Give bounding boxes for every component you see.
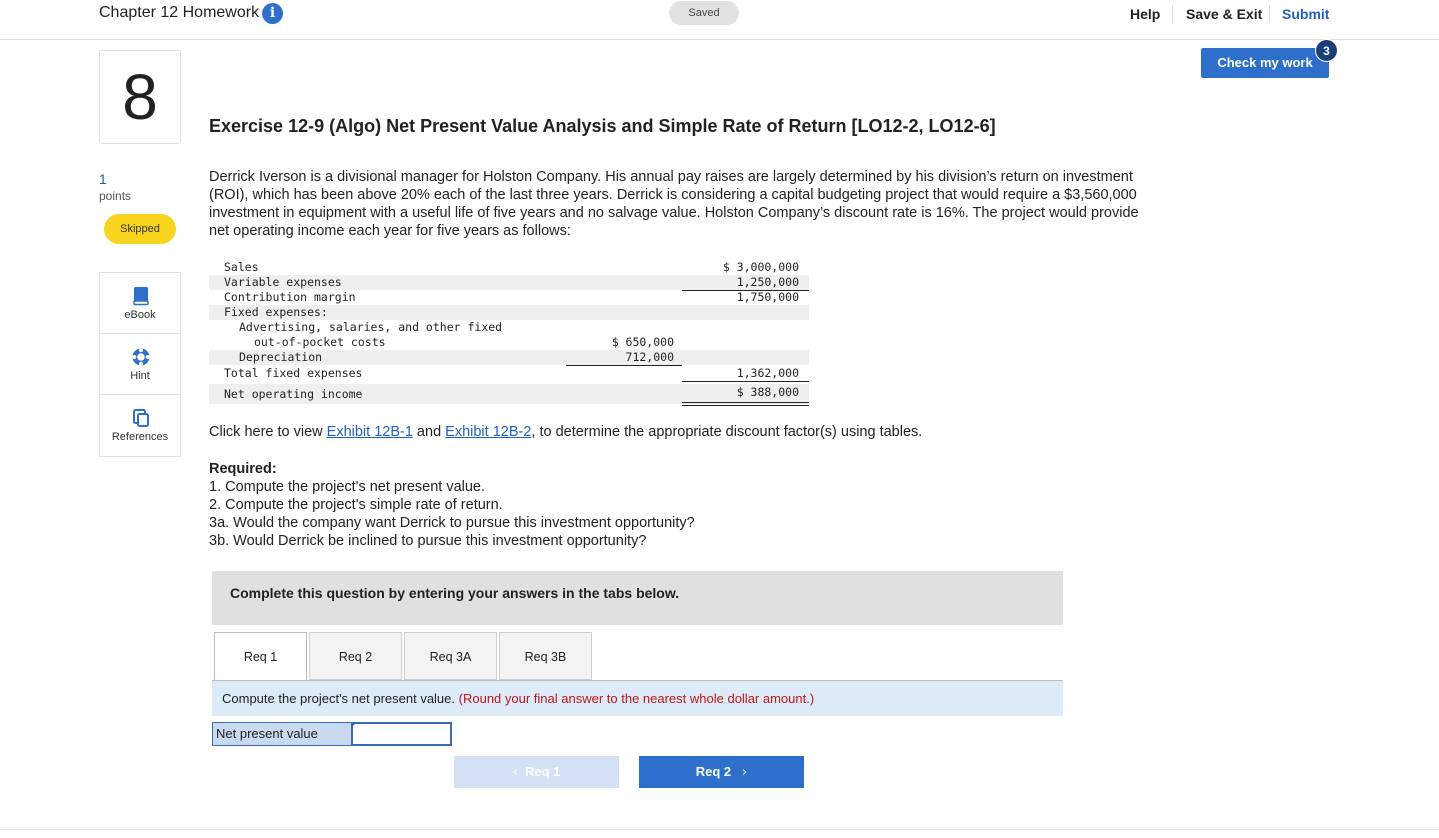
- rounding-note: (Round your final answer to the nearest whole dollar amount.): [458, 691, 815, 706]
- problem-description: Derrick Iverson is a divisional manager for Holston Company. His annual pay raises are largely determined by his division’s return on investment (ROI), which has been above 20% each of the last three years. Derrick is considering a capital budgeting project that would require a $3,560,000 investment in equipment with a useful life of five years and no salvage value. Holston Company’s discount rate is 16%. The project would provide net operating income each year for five years as follows:: [209, 169, 1139, 239]
- hint-button[interactable]: [100, 334, 180, 395]
- statement-row: [209, 260, 809, 275]
- exhibit-and: and: [412, 424, 446, 440]
- required-item: 3a. Would the company want Derrick to pursue this investment opportunity?: [209, 515, 695, 531]
- top-bar: [0, 0, 1439, 40]
- exhibit-prefix: Click here to view: [209, 424, 327, 440]
- save-exit-link[interactable]: Save & Exit: [1186, 6, 1263, 22]
- lifebuoy-icon: [131, 347, 151, 367]
- contribution-margin-value: 1,750,000: [736, 290, 799, 304]
- exhibit-instructions: [209, 424, 922, 440]
- double-underline: [682, 402, 809, 403]
- instructions-banner: [212, 571, 1063, 625]
- question-number: 8: [99, 50, 181, 144]
- check-attempts-badge: 3: [1315, 39, 1338, 62]
- statement-row: [209, 350, 809, 365]
- points-value: 1: [99, 171, 107, 187]
- instructions-text: Complete this question by entering your answers in the tabs below.: [230, 585, 680, 601]
- tab-req-3b[interactable]: Req 3B: [499, 632, 592, 680]
- prev-req-label: Req 1: [525, 764, 561, 779]
- chevron-right-icon: ›: [742, 765, 748, 780]
- tool-label: eBook: [124, 309, 156, 321]
- advertising-label: Advertising, salaries, and other fixed: [239, 320, 503, 334]
- info-icon[interactable]: i: [262, 3, 283, 24]
- tool-label: References: [111, 431, 169, 443]
- book-icon: [131, 286, 151, 306]
- out-of-pocket-label: out-of-pocket costs: [254, 335, 386, 349]
- variable-expenses-label: Variable expenses: [224, 275, 342, 289]
- total-fixed-value: 1,362,000: [736, 366, 799, 380]
- double-underline: [682, 405, 809, 406]
- divider: [1172, 5, 1173, 23]
- tool-label: Hint: [130, 370, 150, 382]
- variable-expenses-value: 1,250,000: [736, 275, 799, 289]
- status-badge: Skipped: [104, 214, 176, 244]
- required-section: [209, 460, 695, 550]
- copy-icon: [131, 408, 151, 428]
- side-tools: [99, 272, 181, 457]
- total-fixed-label: Total fixed expenses: [224, 366, 363, 380]
- statement-row: [209, 275, 809, 290]
- submit-link[interactable]: Submit: [1282, 6, 1330, 22]
- underline: [682, 381, 809, 382]
- prev-req-button[interactable]: [454, 756, 619, 788]
- input-flag-icon: [352, 723, 356, 727]
- exhibit-12b-1-link[interactable]: Exhibit 12B-1: [326, 424, 413, 440]
- tab-req-3a[interactable]: Req 3A: [404, 632, 497, 680]
- net-operating-income-label: Net operating income: [224, 387, 363, 401]
- help-link[interactable]: Help: [1130, 6, 1161, 22]
- check-my-work-button[interactable]: Check my work: [1201, 48, 1329, 78]
- exhibit-12b-2-link[interactable]: Exhibit 12B-2: [445, 424, 532, 440]
- tab-req-2[interactable]: Req 2: [309, 632, 402, 680]
- tab-panel: [212, 680, 1063, 716]
- required-item: 1. Compute the project's net present value.: [209, 479, 486, 495]
- net-operating-income-value: $ 388,000: [736, 385, 799, 399]
- depreciation-label: Depreciation: [239, 350, 323, 364]
- statement-row: [209, 290, 809, 305]
- sales-label: Sales: [224, 260, 259, 274]
- advertising-value: $ 650,000: [611, 335, 674, 349]
- panel-instruction: [222, 691, 814, 706]
- statement-row: [209, 335, 809, 350]
- exhibit-suffix: , to determine the appropriate discount factor(s) using tables.: [531, 424, 923, 440]
- chevron-left-icon: ‹: [512, 765, 518, 780]
- divider: [1269, 5, 1270, 23]
- references-button[interactable]: [100, 395, 180, 456]
- points-label: points: [99, 189, 132, 203]
- next-req-label: Req 2: [695, 764, 732, 779]
- tab-req-1[interactable]: Req 1: [214, 632, 307, 681]
- exercise-title: Exercise 12-9 (Algo) Net Present Value Analysis and Simple Rate of Return [LO12-2, LO12-6]: [209, 116, 996, 136]
- statement-row: [209, 305, 809, 320]
- contribution-margin-label: Contribution margin: [224, 290, 356, 304]
- fixed-expenses-label: Fixed expenses:: [224, 305, 328, 319]
- statement-row: [209, 384, 809, 404]
- required-item: 2. Compute the project's simple rate of return.: [209, 497, 503, 513]
- ebook-button[interactable]: [100, 273, 180, 334]
- depreciation-value: 712,000: [625, 350, 674, 364]
- next-req-button[interactable]: [639, 756, 804, 788]
- income-statement: [209, 258, 809, 406]
- statement-row: [209, 366, 809, 381]
- assignment-title: Chapter 12 Homework: [99, 4, 260, 21]
- statement-row: [209, 320, 809, 335]
- sales-value: $ 3,000,000: [722, 260, 799, 274]
- npv-input[interactable]: [351, 722, 452, 746]
- panel-instruction-text: Compute the project's net present value.: [222, 691, 456, 706]
- required-item: 3b. Would Derrick be inclined to pursue this investment opportunity?: [209, 533, 647, 549]
- saved-status: Saved: [669, 1, 739, 25]
- npv-label: Net present value: [212, 722, 353, 746]
- divider: [0, 829, 1439, 830]
- required-heading: Required:: [209, 461, 277, 477]
